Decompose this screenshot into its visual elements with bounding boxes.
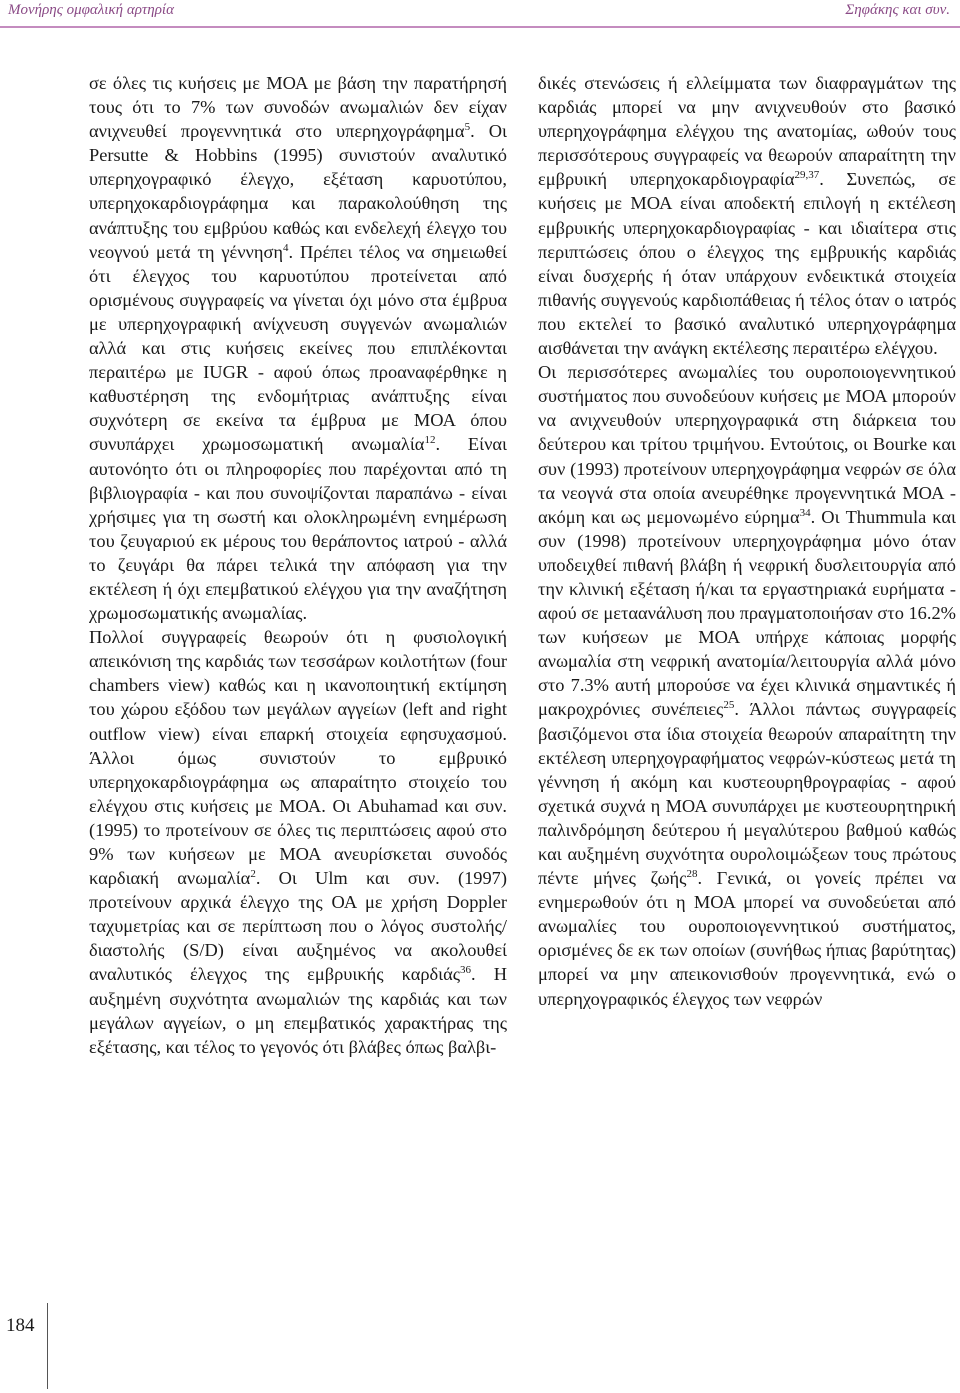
text-run: . Πρέπει τέλος να σημειωθεί ότι έλεγχος του καρυοτύπου προτείνεται από ορισμένους συγγραφείς να γίνεται όχι μόνο στα έμβρυα με υπερηχογραφική ανίχνευση συγγενών ανωμαλιών αλλά και στις κυήσεις εκείνες που επιπλέκονται περαιτέρω με IUGR - αφού όπως προαναφέρθηκε η καθυστέρηση της ενδομήτριας ανάπτυξης είναι συχνότερη σε εκείνα τα έμβρυα με ΜΟΑ όπου συνυπάρχει χρωμοσωματική ανωμαλία	[89, 241, 507, 455]
text-run: Οι περισσότερες ανωμαλίες του ουροποιογεννητικού συστήματος που συνοδεύουν κυήσεις με ΜΟΑ μπορούν να ανιχνευθούν υπερηχογραφικά στη διάρκεια του δεύτερου και τρίτου τριμήνου. Εντούτοις, οι Bourke και συν (1993) προτείνουν υπερηχογράφημα νεφρών σε όλα τα νεογνά στα οποία ανευρέθηκε προγεννητικά ΜΟΑ - ακόμη και ως μεμονωμένο εύρημα	[538, 362, 956, 527]
citation: 34	[799, 506, 811, 519]
left-column	[89, 71, 507, 1059]
text-run: δικές στενώσεις ή ελλείμματα των διαφραγμάτων της καρδιάς μπορεί να μην ανιχνευθούν στο βασικό υπερηχογράφημα ελέγχου της ανατομίας, ωθούν τους περισσότερους συγγραφείς να θεωρούν απαραίτητη την εμβρυική υπερηχοκαρδιογραφία	[538, 73, 956, 190]
paragraph	[538, 71, 956, 360]
running-title: Μονήρης ομφαλική αρτηρία	[8, 2, 174, 18]
text-run: Πολλοί συγγραφείς θεωρούν ότι η φυσιολογική απεικόνιση της καρδιάς των τεσσάρων κοιλοτήτων (four chambers view) καθώς και η ικανοποιητική εκτίμηση του χώρου εξόδου των μεγάλων αγγείων (left and right outflow view) είναι επαρκή στοιχεία εφησυχασμού. Άλλοι όμως συνιστούν το εμβρυικό υπερηχοκαρδιογράφημα ως απαραίτητο στοιχείο του ελέγχου στις κυήσεις με ΜΟΑ. Οι Abuhamad και συν. (1995) το προτείνουν σε όλες τις περιπτώσεις αφού στο 9% των κυήσεων με ΜΟΑ ανευρίσκεται συνοδός καρδιακή ανωμαλία	[89, 627, 507, 889]
text-run: . Άλλοι πάντως συγγραφείς βασιζόμενοι στα ίδια στοιχεία θεωρούν απαραίτητη την εκτέλεση υπερηχογραφήματος νεφρών-κύστεως μετά τη γέννηση ή ακόμη και κυστεουρηθρογραφίας - αφού σχετικά συχνά η ΜΟΑ συνυπάρχει με κυστεουρητηρική παλινδρόμηση δεύτερου ή μεγαλύτερου βαθμού καθώς και αυξημένη συχνότητα ουρολοιμώξεων τους πρώτους πέντε μήνες ζωής	[538, 699, 956, 889]
page-number: 184	[6, 1315, 35, 1336]
text-run: . Οι Thummula και συν (1998) προτείνουν υπερηχογράφημα μόνο όταν υποδειχθεί πιθανή βλάβη ή νεφρική δυσλειτουργία από την κλινική εξέταση ή/και τα εργαστηριακά ευρήματα - αφού σε μεταανάλυση που πραγματοποιήσαν στο 16.2% των κυήσεων με ΜΟΑ υπήρχε κάποιας μορφής ανωμαλία στη νεφρική ανατομία/λειτουργία αλλά μόνο στο 7.3% αυτή μπορούσε να έχει κλινικά σημαντικές ή μακροχρόνιες συνέπειες	[538, 506, 957, 720]
text-run: σε όλες τις κυήσεις με ΜΟΑ με βάση την παρατήρησή τους ότι το 7% των συνοδών ανωμαλιών δεν είχαν ανιχνευθεί προγεννητικά στο υπερηχογράφημα	[89, 73, 507, 142]
citation: 28	[686, 868, 698, 881]
text-run: . Είναι αυτονόητο ότι οι πληροφορίες που παρέχονται από τη βιβλιογραφία - και που συνοψίζονται παραπάνω - είναι χρήσιμες για τη σωστή και ολοκληρωμένη ενημέρωση του ζευγαριού εκ μέρους του θεράποντος ιατρού - αλλά το ζευγάρι θα πάρει τελικά την απόφαση για την εκτέλεση ή όχι επεμβατικού ελέγχου για την αναζήτηση χρωμοσωματικής ανωμαλίας.	[89, 434, 507, 624]
paragraph	[89, 71, 507, 625]
citation: 36	[460, 964, 472, 977]
text-run: . Συνεπώς, σε κυήσεις με ΜΟΑ είναι αποδεκτή επιλογή η εκτέλεση εμβρυικής υπερηχοκαρδιογραφίας - και ιδιαίτερα στις περιπτώσεις όπου ο έλεγχος της εμβρυικής καρδιάς είναι δυσχερής ή όταν υπάρχουν ενδεικτικά στοιχεία πιθανής συγγενούς καρδιοπάθειας ή τέλος όταν ο ιατρός που εκτελεί το βασικό αναλυτικό υπερηχογράφημα αισθάνεται την ανάγκη εκτέλεσης περαιτέρω ελέγχου.	[538, 169, 956, 359]
citation: 4	[282, 241, 289, 254]
text-run: . Οι Ulm και συν. (1997) προτείνουν αρχικά έλεγχο της ΟΑ με χρήση Doppler ταχυμετρίας και σε περίπτωση που ο λόγος συστολής/διαστολής (S/D) είναι αυξημένος να ακολουθεί αναλυτικός έλεγχος της εμβρυικής καρδιάς	[89, 868, 507, 985]
footer-rule	[47, 1303, 48, 1389]
text-run: . Οι Persutte & Hobbins (1995) συνιστούν αναλυτικό υπερηχογραφικό έλεγχο, εξέταση καρυοτύπου, υπερηχοκαρδιογράφημα και παρακολούθηση της ανάπτυξης του εμβρύου καθώς και ενδελεχή έλεγχο του νεογνού μετά τη γέννηση	[89, 121, 507, 262]
citation: 12	[424, 434, 436, 447]
citation: 2	[250, 868, 256, 881]
citation: 25	[723, 699, 735, 712]
citation: 29,37	[794, 169, 820, 182]
running-authors: Σηφάκης και συν.	[845, 2, 950, 18]
paragraph	[89, 625, 507, 1059]
paragraph	[538, 360, 956, 1011]
text-run: . Γενικά, οι γονείς πρέπει να ενημερωθούν ότι η ΜΟΑ μπορεί να συνοδεύεται από ανωμαλίες του ουροποιογεννητικού συστήματος, ορισμένες δε εκ των οποίων (συνήθως ήπιας βαρύτητας) μπορεί να μην απεικονισθούν προγεννητικά, ενώ ο υπερηχογραφικός έλεγχος των νεφρών	[538, 868, 956, 1009]
text-run: . Η αυξημένη συχνότητα ανωμαλιών της καρδιάς και των μεγάλων αγγείων, ο μη επεμβατικός χαρακτήρας της εξέτασης, και τέλος το γεγονός ότι βλάβες όπως βαλβι-	[89, 964, 507, 1057]
right-column	[538, 71, 956, 1011]
header-rule	[0, 26, 960, 28]
citation: 5	[464, 121, 471, 134]
running-header	[0, 0, 960, 30]
